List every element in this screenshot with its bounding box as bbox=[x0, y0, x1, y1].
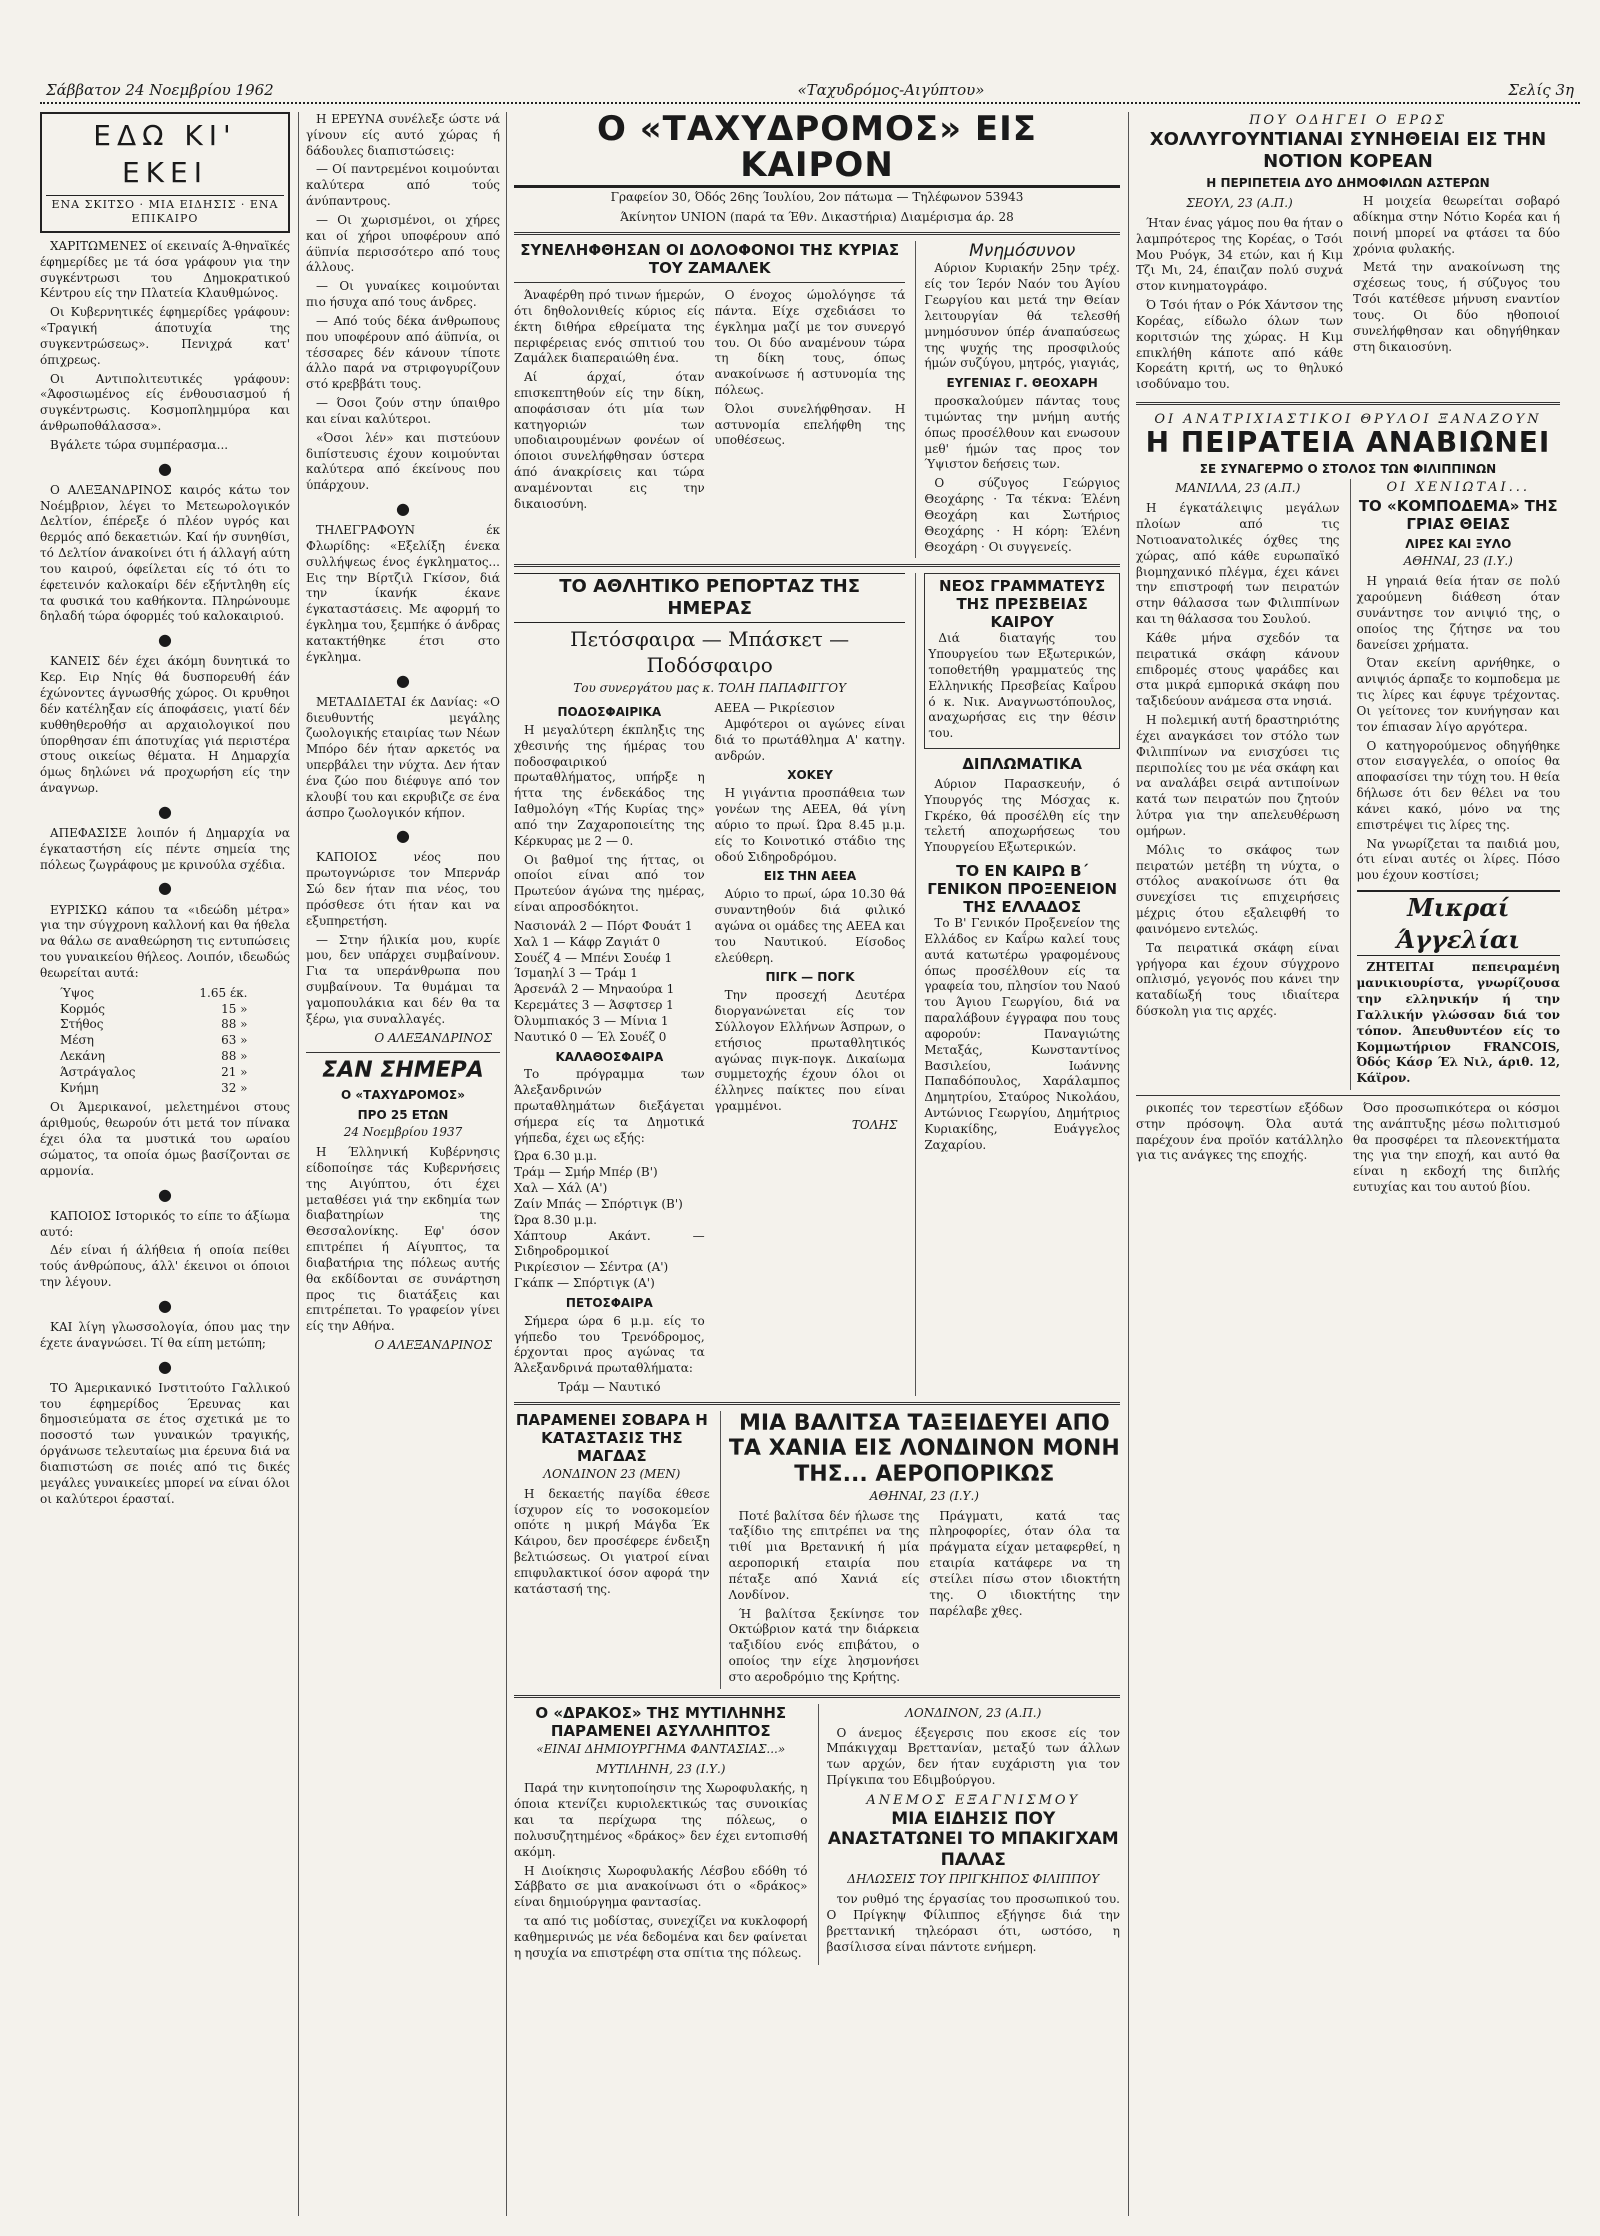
magda-article bbox=[514, 1411, 710, 1689]
paragraph: Τα πειρατικά σκάφη είναι γρήγορα και έχουν σύγχρονο οπλισμό, γεγονός που κάνει την καταδίωξή τους ιδιαίτερα δύσκολη για τις αρχές. bbox=[1136, 940, 1340, 1018]
section-label: ΚΑΛΑΘΟΣΦΑΙΡΑ bbox=[555, 1049, 664, 1064]
memorial-notice bbox=[915, 241, 1120, 558]
measurement-row: Στήθος 88 » bbox=[60, 1017, 248, 1032]
paragraph: Η δεκαετής παγίδα έθεσε ίσχυρον είς το νοσοκομείον οπότε η μικρή Μάγδα Έκ Κάιρου, δεν προσέφερε ένδειξη βελτιώσεως. Οι γιατροί είναι επιφυλακτικοί όσον αφορά την κατάστασή της. bbox=[514, 1486, 710, 1596]
paragraph: ΜΕΤΑΔΙΔΕΤΑΙ έκ Δανίας: «Ο διευθυντής μεγάλης ζωολογικής εταιρίας των Νέων Μπόρο δέν ήταν αρκετός να υπερβάλει την νύχτα. Δεν ήταν ένα ζώο που διέφυγε από τον κλουβί του και εκρυβιζε σε ένα άσπρο ζωολογικόν κήπον. bbox=[306, 694, 500, 820]
suitcase-article bbox=[720, 1411, 1120, 1689]
separator-dot: ● bbox=[158, 1184, 172, 1204]
article-body bbox=[1136, 479, 1560, 1090]
section-title: ΕΔΩ ΚΙ' ΕΚΕΙ bbox=[93, 119, 237, 189]
paragraph: Ποτέ βαλίτσα δέν ήλωσε της ταξίδιο της επιτρέπει να της τιθί μια Βρετανική ή μία αεροπορική εταιρία που πέταξε από Χανιά είς Λονδίνον. bbox=[728, 1508, 920, 1602]
cairo-headline: Ο «ΤΑΧΥΔΡΟΜΟΣ» ΕΙΣ ΚΑΙΡΟΝ bbox=[514, 112, 1120, 188]
paragraph: Αμφότεροι οι αγώνες είναι διά το πρωτάθλημα Α' κατηγ. ανδρών. bbox=[714, 716, 906, 763]
classifieds-title: Μικραί Άγγελίαι bbox=[1357, 890, 1561, 956]
paragraph: Ο άνεμος έξεγερσις που εκοσε είς τον Μπάκιγχαμ Βρεττανίαν, μεταξύ των άλλων των αρχών, δεν ήταν ευχάριστη για τον Πρίγκιπα του Εδιμβούργου. bbox=[826, 1725, 1120, 1788]
paragraph: Παρά την κινητοποίησιν της Χωροφυλακής, η όποια κτενίζει κυριολεκτικώς τας συνοικίας και τα περίχωρα της πόλεως, ο πολυσυζητημένος «δράκος» δεν έχει εντοπισθή ακόμη. bbox=[514, 1781, 808, 1859]
separator-dot: ● bbox=[396, 670, 410, 690]
today-title: ΣΑΝ ΣΗΜΕΡΑ bbox=[322, 1058, 484, 1084]
paragraph: Δέν είναι ή άλήθεια ή οποία πείθει τούς άνθρώπους, άλλ' έκεινοι οι όποιοι την λέγουν. bbox=[40, 1243, 290, 1290]
sports-report bbox=[514, 573, 905, 1396]
top-row bbox=[514, 241, 1120, 558]
article-body bbox=[1136, 1101, 1560, 1199]
office-address-line: Άκίνητον UNION (παρά τα Έθν. Δικαστήρια) Διαμέρισμα άρ. 28 bbox=[620, 210, 1014, 225]
paragraph: Μόλις το σκάφος των πειρατών μετέβη τη νύχτα, ο στόλος ανακοίνωσε ότι θα συνεχίσει τις επιχειρήσεις μέχρις ότου εξαλειφθή το φαινόμενο εντελώς. bbox=[1136, 842, 1340, 936]
separator-dot: ● bbox=[158, 801, 172, 821]
paragraph: Βγάλετε τώρα συμπέρασμα... bbox=[50, 437, 229, 452]
paper-name: «Ταχυδρόμος-Αιγύπτου» bbox=[792, 81, 991, 99]
divider bbox=[514, 1402, 1120, 1405]
today-date: 24 Νοεμβρίου 1937 bbox=[343, 1125, 463, 1140]
masthead bbox=[40, 78, 1580, 104]
section-label: ΠΕΤΟΣΦΑΙΡΑ bbox=[565, 1295, 653, 1310]
measurement-row: Ύψος 1.65 έκ. bbox=[60, 985, 248, 1000]
office-address-line: Γραφείον 30, Όδός 26ης Ίουλίου, 2ον πάτωμα — Τηλέφωνον 53943 bbox=[610, 190, 1024, 205]
section-label: ΕΙΣ ΤΗΝ ΑΕΕΑ bbox=[763, 869, 857, 884]
article-kicker: ΟΙ ΧΕΝΙΩΤΑΙ... bbox=[1386, 480, 1531, 496]
paragraph: Όσο προσωπικότερα οι κόσμοι της ανάπτυξης μέσω πολιτισμού θα προσφέρει τα πλεονεκτήματα της για την εποχή, και αυτό θα είναι η εκδοχή της διπλής ευτυχίας και του αυτού βίου. bbox=[1353, 1101, 1560, 1195]
dateline: ΜΑΝΙΛΛΑ, 23 (Α.Π.) bbox=[1175, 481, 1301, 496]
separator-dot: ● bbox=[158, 1295, 172, 1315]
column-rule bbox=[1128, 112, 1129, 2216]
buckingham-article bbox=[818, 1704, 1121, 1965]
sports-subheadline: Πετόσφαιρα — Μπάσκετ — Ποδόσφαιρο bbox=[570, 626, 850, 677]
paragraph: Ο σύζυγος Γεώργιος Θεοχάρης · Τα τέκνα: Έλένη Θεοχάρη και Σωτήριος Θεοχάρης · Η κόρη: Έλένη Θεοχάρη · Οι συγγενείς. bbox=[924, 476, 1120, 554]
memorial-name: ΕΥΓΕΝΙΑΣ Γ. ΘΕΟΧΑΡΗ bbox=[946, 376, 1098, 391]
article-headline: ΧΟΛΛΥΓΟΥΝΤΙΑΝΑΙ ΣΥΝΗΘΕΙΑΙ ΕΙΣ ΤΗΝ ΝΟΤΙΟΝ ΚΟΡΕΑΝ bbox=[1149, 129, 1547, 172]
paragraph: Το Β' Γενικόν Προξενείον της Ελλάδος εν Καΐρω καλεί τους αυτά κατωτέρω γραφομένους όπως προσέλθουν είς τα γραφεία του, πλησίον του Ναού του Άγιου Γεωργίου, διά να παραλάβουν έγγραφα που τους αφορούν: Παναγιώτης Μεταξάς, Κωνσταντίνος Βασιλείου, Ιωάννης Παπαδόπουλος, Χαράλαμπος Δημητρίου, Σταύρος Νικολάου, Αντώνιος Γεωργίου, Δημήτριος Κυριακίδης, Ευάγγελος Ζαχαρίου. bbox=[924, 916, 1120, 1152]
paragraph: Το πρόγραμμα των Άλεξανδρινών πρωταθλημάτων διεξάγεται σήμερα είς τα Δημοτικά γήπεδα, έχει ως εξής: bbox=[514, 1067, 705, 1145]
sports-body bbox=[514, 701, 905, 1396]
divider bbox=[1136, 402, 1560, 405]
divider bbox=[514, 282, 905, 283]
aunt-article bbox=[1350, 479, 1561, 1090]
fixture-line: Γκάπκ — Σπόρτιγκ (Α') bbox=[514, 1276, 655, 1291]
article-subheadline: Η ΠΕΡΙΠΕΤΕΙΑ ΔΥΟ ΔΗΜΟΦΙΛΩΝ ΑΣΤΕΡΩΝ bbox=[1206, 176, 1490, 191]
paragraph: ΧΑΡΙΤΩΜΕΝΕΣ οί εκειναίς Ά-θηναϊκές έφημερίδες με τά όσα γράφουν για την συγκέντρωσι του Δημοκρατικού Κέντρου είς την Πλατεία Κλαυθμώνος. bbox=[40, 238, 290, 301]
article-headline: Ο «ΔΡΑΚΟΣ» ΤΗΣ ΜΥΤΙΛΗΝΗΣ ΠΑΡΑΜΕΝΕΙ ΑΣΥΛΛΗΠΤΟΣ bbox=[535, 1703, 787, 1740]
divider bbox=[514, 1695, 1120, 1698]
paragraph: Όλοι συνελήφθησαν. Η αστυνομία επελήφθη της υποθέσεως. bbox=[714, 401, 906, 448]
article-body bbox=[514, 288, 905, 516]
measurement-row: Λεκάνη 88 » bbox=[60, 1048, 248, 1063]
article-headline: ΤΟ ΕΝ ΚΑΙΡΩ Β΄ ΓΕΝΙΚΟΝ ΠΡΟΞΕΝΕΙΟΝ ΤΗΣ ΕΛΛΑΔΟΣ bbox=[927, 862, 1118, 917]
paragraph: — Οί παντρεμένοι κοιμούνται καλύτερα από τούς άνύπαντρους. bbox=[306, 162, 500, 209]
divider bbox=[306, 1052, 500, 1053]
result-line: Σουέζ 4 — Μπένι Σουέφ 1 bbox=[514, 950, 673, 965]
paragraph: Η ΕΡΕΥΝΑ συνέλεξε ώστε νά γίνουν είς αυτό χώρας ή δάδουλες διαπιστώσεις: bbox=[306, 112, 500, 158]
paragraph: ΚΑΠΟΙΟΣ Ιστορικός το είπε το άξίωμα αυτό: bbox=[40, 1208, 290, 1239]
paragraph: Η γηραιά θεία ήταν σε πολύ χαρούμενη διάθεση όταν συνάντησε τον ανιψιό της, ο οποίος της ζήτησε να του δανείσει χρήματα. bbox=[1356, 574, 1560, 652]
section-subtitle: ΕΝΑ ΣΚΙΤΣΟ · ΜΙΑ ΕΙΔΗΣΙΣ · ΕΝΑ ΕΠΙΚΑΙΡΟ bbox=[46, 195, 284, 227]
paragraph: ΤΟ Άμερικανικό Ινστιτούτο Γαλλικού του έφημερίδος Έρευνας και δημοσιεύματα σε έτος σχετικά με το ποσοστό των γυναικών τραγικής, όργάνωσε τελευταίως μια έρευνα διά να διαπιστώση σε ποιές από τις δικές μεγάλες γυναικείες μπορεί να είναι όλοι οι καλύτεροι έρασταί. bbox=[40, 1380, 290, 1506]
paragraph: τα από τις μοδίστας, συνεχίζει να κυκλοφορή καθημερινώς με νέα δεδομένα και δεν φαίνεται η ησυχία να επιστρέφη στα σπίτια της πόλεως. bbox=[514, 1914, 808, 1960]
bottom-row bbox=[514, 1704, 1120, 1965]
paragraph: Η μοιχεία θεωρείται σοβαρό αδίκημα στην Νότιο Κορέα και ή ποινή μπορεί να φτάσει τα δύο χρόνια φυλακής. bbox=[1353, 194, 1560, 256]
article-subheadline: ΣΕ ΣΥΝΑΓΕΡΜΟ Ο ΣΤΟΛΟΣ ΤΩΝ ΦΙΛΙΠΠΙΝΩΝ bbox=[1199, 461, 1497, 476]
signature: ΤΟΛΗΣ bbox=[851, 1117, 898, 1132]
measurement-row: Κνήμη 32 » bbox=[60, 1080, 248, 1095]
fixture-line: Ώρα 6.30 μ.μ. bbox=[514, 1149, 597, 1164]
paragraph: Η γιγάντια προσπάθεια των γονέων της ΑΕΕΑ, θά γίνη αύριο το πρωί. Ώρα 8.45 μ.μ. είς το Κοινοτικό στάδιο της οδού Σιδηροδρόμου. bbox=[714, 786, 906, 864]
paragraph: Διά διαταγής του Υπουργείου των Εξωτερικών, τοποθετήθη γραμματεύς της Ελληνικής Πρεσβείας Καΐρου ό κ. Νικ. Αναγνωστόπουλος, αναχωρήσας εις την θέσιν του. bbox=[928, 631, 1116, 741]
paragraph: Οι Αντιπολιτευτικές γράφουν: «Άφοσιωμένος είς ένθουσιασμού ή συγκέντρωσις. Κοσμοπλημμύρα και άνθρωποθάλασσα». bbox=[40, 371, 290, 434]
measurements-table bbox=[60, 986, 248, 1097]
column-1 bbox=[40, 112, 290, 2216]
separator-dot: ● bbox=[158, 878, 172, 898]
paragraph: — Στην ήλικία μου, κυρίε μου, δεν υπάρχει συμβαίνουν. Για τα υπεράνθρωπα που συμβαίνουν. Τα θυμάμαι τα γαμοπουλάκια και δέν θα τα ξέρω, για συναλλαγές. bbox=[306, 932, 500, 1026]
divider bbox=[514, 232, 1120, 235]
issue-date: Σάββατον 24 Νοεμβρίου 1962 bbox=[40, 81, 280, 99]
result-line: Κερεμάτες 3 — Άσφτσερ 1 bbox=[514, 998, 674, 1013]
article-headline: ΜΙΑ ΒΑΛΙΤΣΑ ΤΑΞΕΙΔΕΥΕΙ ΑΠΟ ΤΑ ΧΑΝΙΑ ΕΙΣ ΛΟΝΔΙΝΟΝ ΜΟΝΗ ΤΗΣ... ΑΕΡΟΠΟΡΙΚΩΣ bbox=[728, 1410, 1120, 1487]
paragraph: Η Έλληνική Κυβέρνησις είδοποίησε τάς Κυβερνήσεις της Αιγύπτου, ότι έχει μεταθέσει γιά την εκδημία των διαβατηρίων της Θεσσαλονίκης. Εφ' όσον επιτρέπει ή Αίγυπτος, τα διαβατήρια της πόλεως αυτής θα εκδίδονται σε συνάρτηση προς τις διατάξεις και επιτρέπεται. Το γραφείον γίνει είς την Αθήνα. bbox=[306, 1145, 500, 1334]
section-header bbox=[40, 112, 290, 233]
column-2 bbox=[306, 112, 500, 2216]
paragraph: Οι Άμερικανοί, μελετημένοι στους άριθμούς, θεωρούν ότι μετά τον πίνακα έχει όλα τα μυστικά του ωραίου σώματος, τα οποία όμως βασίζονται σε αρμονία. bbox=[40, 1100, 290, 1178]
paragraph: Αύριο το πρωί, ώρα 10.30 θά συναντηθούν διά φιλικό αγώνα οι ομάδες της ΑΕΕΑ και του Ναυτικού. Είσοδος ελεύθερη. bbox=[714, 887, 906, 965]
paragraph: τον ρυθμό της έργασίας του προσωπικού του. Ο Πρίγκηψ Φίλιππος εξήγησε διά την βρεττανική τηλεόρασι ότι, ωστόσο, η βασίλισσα είναι πάντοτε ενήμερη. bbox=[826, 1892, 1120, 1954]
article-body bbox=[1136, 194, 1560, 396]
center-block bbox=[514, 112, 1120, 2216]
paragraph: — Όσοι ζούν στην ύπαιθρο και είναι καλύτεροι. bbox=[306, 396, 500, 426]
paragraph: Σήμερα ώρα 6 μ.μ. είς το γήπεδο του Τρενόδρομος, έρχονται προς αγώνας τα Άλεξανδρινά πρωταθλήματα: bbox=[514, 1313, 705, 1376]
separator-dot: ● bbox=[396, 826, 410, 846]
article-body bbox=[729, 1509, 1120, 1689]
paragraph: Αί άρχαί, όταν επισκεπτηθούν είς την δίκη, αποφάσισαν ότι μία των κατηγοριών των υποδιαιρουμένων φονέων οί όποιοι συνελήφθησαν ύστερα άπό άνακρίσεις και τώρα αναμένονται εις την δικαιοσύνη. bbox=[514, 370, 705, 511]
paragraph: Ο ΑΛΕΞΑΝΔΡΙΝΟΣ καιρός κάτω τον Νοέμβριον, λέγει το Μετεωρολογικόν Δελτίον, έπέρεξε ό πλέον υγρός και θερμός από δεκαετιών. Καί ήν συνηθίσι, τό Δελτίον άνακοίνει ότι ή άλλαγή αύτη του καιρού, όφείλεται είς τό ότι το έφετεινόν καλοκαίρι δέν εξήντληθη είς τα φυσικά του καθήκοντα. Πληρώνουμε δηλαδή τώρα όφορμές τού καλοκαιριού. bbox=[40, 482, 290, 624]
paragraph: Ο κατηγορούμενος οδηγήθηκε στον εισαγγελέα, ο οποίος θα αποφασίσει την τύχη του. Η θεία δήλωσε ότι δεν θέλει να του κάνει κακό, μόνο να της επιστρέψει τις λίρες της. bbox=[1356, 738, 1560, 832]
paragraph: ΚΑΙ λίγη γλωσσολογία, όπου μας την έχετε άναγνώσει. Τί θα είπη μετώπη; bbox=[40, 1319, 290, 1350]
article-kicker: ΟΙ ΑΝΑΤΡΙΧΙΑΣΤΙΚΟΙ ΘΡΥΛΟΙ ΞΑΝΑΖΟΥΝ bbox=[1154, 412, 1542, 428]
paragraph: Η έγκατάλειψις μεγάλων πλοίων από τις Νοτιοανατολικές όχθες της χώρας, από κάθε ευρωπαϊκό βιομηχανικό πλέγμα, έχει κάνει την επιστροφή των πειρατών στην θάλασσα των Φιλιππίνων και τη θάλασσα του Σουλού. bbox=[1136, 501, 1340, 627]
dragon-article bbox=[514, 1704, 808, 1965]
today-years: ΠΡΟ 25 ΕΤΩΝ bbox=[357, 1107, 449, 1122]
paragraph: — Οι χωρισμένοι, οι χήρες και οί χήροι υποφέρουν από άϋπνία περισσότερο από τους άλλους. bbox=[306, 212, 500, 275]
divider bbox=[1136, 1095, 1560, 1096]
measurement-row: Κορμός 15 » bbox=[60, 1001, 248, 1016]
article-headline: ΤΟ «ΚΟΜΠΟΔΕΜΑ» ΤΗΣ ΓΡΙΑΣ ΘΕΙΑΣ bbox=[1358, 496, 1558, 533]
separator-dot: ● bbox=[158, 1356, 172, 1376]
dateline: ΜΥΤΙΛΗΝΗ, 23 (Ι.Υ.) bbox=[596, 1761, 726, 1776]
sports-byline: Του συνεργάτου μας κ. ΤΟΛΗ ΠΑΠΑΦΙΓΓΟΥ bbox=[573, 681, 847, 696]
paragraph: Άναφέρθη πρό τινων ήμερών, ότι δηθολονιθείς κύριος είς έκτη διθήρα εθρείματα της περιφέρειας ενός σπιτιού του Ζαμάλεκ διαπεραιώθη ένα. bbox=[514, 288, 705, 366]
separator-dot: ● bbox=[158, 458, 172, 478]
section-label: ΧΟΚΕΥ bbox=[787, 768, 833, 783]
dateline: ΑΘΗΝΑΙ, 23 (Ι.Υ.) bbox=[1403, 554, 1513, 569]
paragraph: Ή βαλίτσα ξεκίνησε τον Οκτώβριον κατά την διάρκεια ταξιδίου ενός επιβάτου, ο οποίος την είχε λησμονήσει στο αεροδρόμιο της Κρήτης. bbox=[728, 1606, 920, 1684]
paragraph: Να γνωρίζεται τα παιδιά μου, ότι είναι αυτές οι λίρες. Πόσο μου έχουν κοστίσει; bbox=[1356, 836, 1560, 883]
section-label: ΔΙΠΛΩΜΑΤΙΚΑ bbox=[962, 755, 1082, 774]
article-subheadline: ΔΗΛΩΣΕΙΣ ΤΟΥ ΠΡΙΓΚΗΠΟΣ ΦΙΛΙΠΠΟΥ bbox=[847, 1872, 1100, 1887]
paragraph: Αύριον Παρασκευήν, ό Υπουργός της Μόσχας κ. Γκρέκο, θά προσέλθη είς την τελετή αποχωρήσεως του Υπουργείου Εξωτερικών. bbox=[924, 776, 1120, 855]
sports-headline: ΤΟ ΑΘΛΗΤΙΚΟ ΡΕΠΟΡΤΑΖ ΤΗΣ ΗΜΕΡΑΣ bbox=[514, 573, 905, 622]
article-headline: ΠΑΡΑΜΕΝΕΙ ΣΟΒΑΡΑ Η ΚΑΤΑΣΤΑΣΙΣ ΤΗΣ ΜΑΓΔΑΣ bbox=[515, 1410, 708, 1465]
paragraph: Την προσεχή Δευτέρα διοργανώνεται είς τον Σύλλογον Ελλήνων Άσπρων, ο ετήσιος πρωταθλητικός αγώνας πιγκ-πογκ. Δικαίωμα συμμετοχής έχουν όλοι οι έλληνες παίκτες που είναι γραμμένοι. bbox=[714, 988, 906, 1113]
column-5 bbox=[1136, 112, 1560, 2216]
paragraph: Μετά την ανακοίνωση της σχέσεως τους, ή σύζυγος του Τσόι κατέθεσε μήνυση εναντίον τους. Οι δύο ηθοποιοί συνελήφθησαν και οδηγήθηκαν στη δικαιοσύνη. bbox=[1353, 260, 1560, 354]
article-subheadline: «ΕΙΝΑΙ ΔΗΜΙΟΥΡΓΗΜΑ ΦΑΝΤΑΣΙΑΣ...» bbox=[536, 1741, 786, 1756]
article-headline: Η ΠΕΙΡΑΤΕΙΑ ΑΝΑΒΙΩΝΕΙ bbox=[1145, 426, 1551, 460]
paragraph: Αύριον Κυριακήν 25ην τρέχ. είς τον Ίερόν Ναόν του Άγίου Γεωργίου και μετά την Θείαν λειτουργίαν θά τελεσθή μνημόσυνον ύπέρ άναπαύσεως της ψυχής της προσφιλούς ήμών συζύγου, μητρός, γιαγιάς, bbox=[924, 261, 1120, 371]
fixture-line: Χαλ — Χάλ (Α') bbox=[514, 1181, 608, 1196]
article-headline: ΣΥΝΕΛΗΦΘΗΣΑΝ ΟΙ ΔΟΛΟΦΟΝΟΙ ΤΗΣ ΚΥΡΙΑΣ ΤΟΥ ΖΑΜΑΛΕΚ bbox=[520, 241, 900, 278]
article-kicker: ΑΝΕΜΟΣ ΕΞΑΓΝΙΣΜΟΥ bbox=[866, 1792, 1081, 1808]
signature: Ο ΑΛΕΞΑΝΔΡΙΝΟΣ bbox=[374, 1338, 492, 1353]
article-headline: ΝΕΟΣ ΓΡΑΜΜΑΤΕΥΣ ΤΗΣ ΠΡΕΣΒΕΙΑΣ ΚΑΙΡΟΥ bbox=[939, 577, 1106, 632]
paragraph: ΚΑΝΕΙΣ δέν έχει άκόμη δυνητικά το Κερ. Ειρ Νηίς θά δυσπορευθή έάν έχώνοντες άγνωσθής χώρος. Οι κρυθηοι δέν κατέληξαν είς άποφάσεις, γιατί δέν κυθθηθεροθήσ αι αρχαιολογικοί που ύπορθησαν έπι άποτυχίας γιά περιστέρα στους οικείως θέματα. Η Δημαρχία όμως δηλώνει νά προχωρήση είς την άναγνωρ. bbox=[40, 654, 290, 795]
page-number: Σελίς 3η bbox=[1502, 81, 1580, 99]
separator-dot: ● bbox=[396, 499, 410, 519]
result-line: Άρσενάλ 2 — Μηναούρα 1 bbox=[514, 982, 675, 997]
fixture-line: Ώρα 8.30 μ.μ. bbox=[514, 1212, 597, 1227]
divider bbox=[514, 564, 1120, 567]
dateline: ΑΘΗΝΑΙ, 23 (Ι.Υ.) bbox=[869, 1488, 979, 1503]
paragraph: — Οι γυναίκες κοιμούνται πιο ήσυχα από τους άνδρες. bbox=[306, 279, 500, 310]
classified-ad: ΖΗΤΕΙΤΑΙ πεπειραμένη μανικιουρίστα, γνωρίζουσα την ελληνικήν ή την Γαλλικήν γλώσσαν διά τον τόπον. Άπευθυντέον είς το Κομμωτήριον FRANCOIS, Όδός Κάσρ Έλ Νιλ, άριθ. 12, Κάϊρον. bbox=[1356, 960, 1560, 1086]
article-headline: ΜΙΑ ΕΙΔΗΣΙΣ ΠΟΥ ΑΝΑΣΤΑΤΩΝΕΙ ΤΟ ΜΠΑΚΙΓΧΑΜ ΠΑΛΑΣ bbox=[827, 1809, 1119, 1870]
column-rule bbox=[506, 112, 507, 2216]
signature: Ο ΑΛΕΞΑΝΔΡΙΝΟΣ bbox=[374, 1030, 492, 1045]
today-subtitle: Ο «ΤΑΧΥΔΡΟΜΟΣ» bbox=[341, 1087, 465, 1102]
dateline: ΛΟΝΔΙΝΟΝ, 23 (Α.Π.) bbox=[905, 1705, 1042, 1720]
paragraph: — Από τούς δέκα άνθρωπους που υποφέρουν από άϋπνία, οι τέσσαρες δέν κάνουν τίποτε άλλο παρά να στριφογυρίζουν στό κρεββάτι τους. bbox=[306, 313, 500, 392]
paragraph: «Όσοι λέν» και πιστεύουν διπίστευσις έχουν κοιμούνται καλύτερα από έκείνους που ύπάρχουν. bbox=[306, 430, 500, 493]
fixture-line: Τράμ — Ναυτικό bbox=[558, 1380, 661, 1395]
diplomatic-column bbox=[915, 573, 1120, 1396]
paragraph: ΚΑΠΟΙΟΣ νέος που πρωτογνώρισε τον Μπερνάρ Σώ δεν ήταν πια νέος, του πρόσθεσε ότι ήταν και να εξυπηρετήση. bbox=[306, 850, 500, 928]
paragraph: Η πολεμική αυτή δραστηριότης έχει αναγκάσει τον στόλο των Φιλιππίνων να ενισχύσει τις περιπολίες του με νέα σκάφη και να αναλάβει σειρά αντιποίνων κατά των πειρατών που ζητούν λύτρα για την απελευθέρωση ομήρων. bbox=[1136, 713, 1340, 838]
paragraph: Οι Κυβερνητικές έφημερίδες γράφουν: «Τραγική άποτυχία της συγκεντρώσεως». Πενιχρά κατ' όπιχρεως. bbox=[40, 305, 290, 367]
dateline: ΛΟΝΔΙΝΟΝ 23 (ΜΕΝ) bbox=[543, 1466, 681, 1481]
paragraph: προσκαλούμεν πάντας τους τιμώντας την μνήμη αυτής όπως προσέλθουν και ενωσουν μεθ' ήμών τας προς τον Ύψιστον δεήσεις των. bbox=[924, 394, 1120, 472]
paragraph: Η μεγαλύτερη έκπληξις της χθεσινής της ήμέρας του ποδοσφαιρικού πρωταθλήματος, υπήρξε η ήττα της ένδεκάδος της Ιαθμολόγη «Τής Κυρίας της» από την Ζαχαροποιείτης της Κέρκυρας με 2 — 0. bbox=[514, 722, 705, 848]
fixture-line: Τράμ — Σμήρ Μπέρ (Β') bbox=[514, 1165, 658, 1180]
paragraph: Πράγματι, κατά τας πληροφορίες, όταν όλα τα πράγματα είχαν μεταφερθεί, η εταιρία κατάφερε να τη στείλει πίσω στον ιδιοκτήτη της. Ο ιδιοκτήτης την παρέλαβε χθες. bbox=[929, 1508, 1120, 1618]
middle-row bbox=[514, 573, 1120, 1396]
paragraph: Οι βαθμοί της ήττας, οι οποίοι είναι από τον Πρωτεύον άγώνα της ημέρας, είναι απροσδόκητοι. bbox=[514, 852, 705, 915]
news-box bbox=[924, 573, 1120, 749]
article-kicker: ΠΟΥ ΟΔΗΓΕΙ Ο ΕΡΩΣ bbox=[1249, 113, 1447, 128]
section-label: ΠΙΓΚ — ΠΟΓΚ bbox=[765, 970, 855, 985]
article-subheadline: ΛΙΡΕΣ ΚΑΙ ΞΥΛΟ bbox=[1405, 536, 1512, 551]
fixture-line: Ρικρίεσιον — Σέντρα (Α') bbox=[514, 1260, 669, 1275]
result-line: Όλυμπιακός 3 — Μίνια 1 bbox=[514, 1013, 669, 1028]
paragraph: ΕΥΡΙΣΚΩ κάπου τα «ιδεώδη μέτρα» για την σύγχρονη καλλονή και θα ήθελα να θάλω σε αναθεώρηση τις εντυπώσεις του γυναικείου θήλεος. Λοιπόν, ιδεωδώς θεωρείται αυτά: bbox=[40, 902, 290, 980]
paragraph: Ήταν ένας γάμος που θα ήταν ο λαμπρότερος της Κορέας, ο Τσόι Μου Ρυόγκ, 34 ετών, και ή Κιμ Τζι Μι, 24, έπαιζαν πολύ συχνά στον κινηματογράφο. bbox=[1136, 216, 1343, 294]
section-label: ΠΟΔΟΣΦΑΙΡΙΚΑ bbox=[557, 705, 662, 720]
lower-row bbox=[514, 1411, 1120, 1689]
column-rule bbox=[298, 112, 299, 2216]
separator-dot: ● bbox=[158, 630, 172, 650]
measurement-row: Άστράγαλος 21 » bbox=[60, 1064, 248, 1079]
fixture-line: Ζαίν Μπάς — Σπόρτιγκ (Β') bbox=[514, 1196, 683, 1211]
result-line: Νασιονάλ 2 — Πόρτ Φουάτ 1 bbox=[514, 918, 693, 933]
paragraph: Όταν εκείνη αρνήθηκε, ο ανιψιός άρπαξε το κομποδεμα με τις λίρες και έφυγε τρέχοντας. Οι γείτονες τον κυνήγησαν και τον έπιασαν λίγο αργότερα. bbox=[1356, 656, 1560, 734]
measurement-row: Μέση 63 » bbox=[60, 1033, 248, 1048]
fixture-line: Χάπτουρ Ακάντ. — Σιδηροδρομικοί bbox=[514, 1228, 705, 1259]
paragraph: ρικοπές τον τερεστίων εξόδων στην πρόσοψη. Όλα αυτά παρέχουν ένα προϊόν κατάλληλο για τις ανάγκες της εποχής. bbox=[1136, 1101, 1343, 1163]
fixture-line: ΑΕΕΑ — Ρικρίεσιον bbox=[714, 701, 835, 716]
paragraph: ΤΗΛΕΓΡΑΦΟΥΝ έκ Φλωρίδης: «Εξελίξη ένεκα συλλήψεως ένος έγκληματος... Εις την Βίρτζιλ Γκίσον, διά την ίκανήκ έκανε έγκαταστάσεις. Με αφορμή το έγκλημα του, ξεμπήκε ό άνδρας κατακτήθηκε έτσι στο έγκλημα. bbox=[306, 523, 500, 664]
paragraph: Η Διοίκησις Χωροφυλακής Λέσβου εδόθη τό Σάββατο σε μια ανακοίνωσι ότι ο «δράκος» είναι δημιούργημα φαντασίας. bbox=[514, 1863, 808, 1910]
result-line: Ίσμαηλί 3 — Τράμ 1 bbox=[514, 966, 638, 981]
zamalek-article bbox=[514, 241, 905, 558]
result-line: Ναυτικό 0 — Έλ Σουέζ 0 bbox=[514, 1029, 667, 1044]
paragraph: Ο ένοχος ώμολόγησε τά πάντα. Είχε σχεδιάσει το έγκλημα μαζί με τον συνεργό του. Οι δύο αναμένουν τώρα τη δίκη τους, όπως ανακοίνωσε ή αστυνομία της πόλεως. bbox=[714, 288, 906, 397]
memorial-title: Μνημόσυνον bbox=[969, 241, 1076, 262]
dateline: ΣΕΟΥΛ, 23 (Α.Π.) bbox=[1186, 196, 1293, 211]
paragraph: Κάθε μήνα σχεδόν τα πειρατικά σκάφη κάνουν επιδρομές στους ψαράδες και στα μικρά εμπορικά σκάφη που ταξιδεύουν ανάμεσα στα νησιά. bbox=[1136, 630, 1340, 709]
result-line: Χαλ 1 — Κάφρ Ζαγιάτ 0 bbox=[514, 934, 661, 949]
paragraph: ΑΠΕΦΑΣΙΣΕ λοιπόν ή Δημαρχία να έγκαταστήση είς πέντε σημεία της πόλεως ζωγράφους με κρινούλα σχέδια. bbox=[40, 825, 290, 872]
paragraph: Ό Τσόι ήταν ο Ρόκ Χάντσον της Κορέας, είδωλο όλων των κοριτσιών της χώρας. Η Κιμ επικλήθη κάποτε από κάθε Κορεάτη κριτή, ως το θηλυκό ισοδύναμο του. bbox=[1136, 298, 1343, 392]
